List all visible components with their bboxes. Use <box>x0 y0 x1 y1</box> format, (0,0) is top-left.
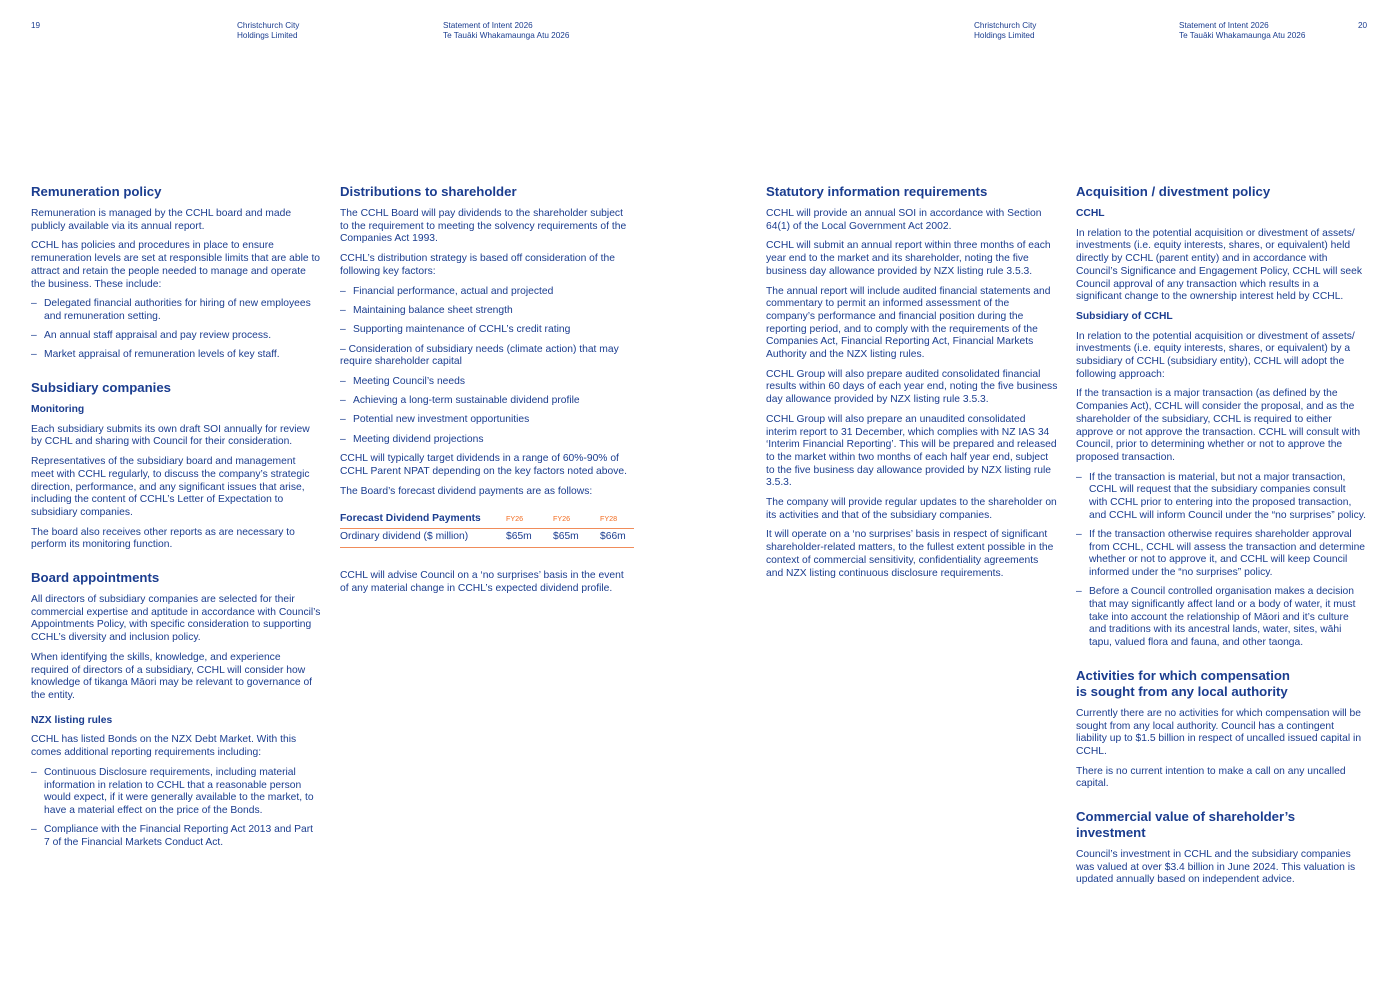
org-line-1: Christchurch City <box>974 21 1037 30</box>
heading-line-2: is sought from any local authority <box>1076 683 1288 699</box>
list-item: – If the transaction otherwise requires shareholder approval from CCHL, CCHL will assess the transaction and determine whether or not to approve it, and CCHL will keep Council informed under the “no surprises” policy. <box>1076 529 1366 580</box>
factors-list <box>340 286 630 337</box>
paragraph: CCHL’s distribution strategy is based off consideration of the following key factors: <box>340 253 615 277</box>
paragraph: There is no current intention to make a call on any uncalled capital. <box>1076 765 1346 790</box>
list-item: – An annual staff appraisal and pay review process. <box>31 330 321 343</box>
table-cell: $65m <box>553 529 600 548</box>
doc-line-1: Statement of Intent 2026 <box>443 21 533 30</box>
dividend-forecast-table <box>340 510 634 547</box>
row-label: Ordinary dividend ($ million) <box>340 529 506 548</box>
paragraph: Remuneration is managed by the CCHL board and made publicly available via its annual report. <box>31 208 292 232</box>
activities-heading <box>1076 668 1366 700</box>
list-item: – Delegated financial authorities for hiring of new employees and remuneration setting. <box>31 298 321 323</box>
doc-line-2: Te Tauāki Whakamaunga Atu 2026 <box>1179 31 1306 40</box>
paragraph: CCHL will typically target dividends in a range of 60%-90% of CCHL Parent NPAT depending on the key factors noted above. <box>340 453 627 478</box>
right-header-doc <box>1179 21 1305 41</box>
left-header-org <box>237 21 299 41</box>
paragraph: CCHL has listed Bonds on the NZX Debt Market. With this comes additional reporting requirements including: <box>31 734 297 759</box>
paragraph: In relation to the potential acquisition or divestment of assets/ investments (i.e. equity interests, shares, or equivalent) by a subsidiary of CCHL (subsidiary entity), CCHL will adopt the following approach: <box>1076 330 1355 380</box>
remuneration-list <box>31 298 321 362</box>
table-cell: $65m <box>506 529 553 548</box>
list-item: – Market appraisal of remuneration levels of key staff. <box>31 349 321 362</box>
paragraph: The board also receives other reports as are necessary to perform its monitoring function. <box>31 526 295 551</box>
factors-list-continued <box>340 376 630 446</box>
column-2 <box>340 184 630 602</box>
right-page-number: 20 <box>1358 21 1368 30</box>
list-item: – Maintaining balance sheet strength <box>340 305 630 318</box>
commercial-section <box>1076 809 1366 887</box>
org-line-1: Christchurch City <box>237 21 300 30</box>
monitoring-subheading: Monitoring <box>31 404 85 416</box>
approach-list <box>1076 472 1366 650</box>
commercial-heading: Commercial value of shareholder’s investment <box>1076 809 1296 841</box>
list-item: – Potential new investment opportunities <box>340 414 630 427</box>
doc-line-1: Statement of Intent 2026 <box>1179 21 1269 30</box>
distributions-heading: Distributions to shareholder <box>340 184 517 199</box>
paragraph: In relation to the potential acquisition or divestment of assets/ investments (i.e. equity interests, shares, or equivalent) held directly by CCHL (parent entity) and in accordance with Council’s Significance and Engagement Policy, CCHL will seek Council approval of any transaction which results in a significant change to the ownership interest held by CCHL. <box>1076 227 1362 303</box>
paragraph: The company will provide regular updates to the shareholder on its activities and that of the subsidiary companies. <box>766 497 1057 521</box>
year-header: FY28 <box>600 510 634 528</box>
subsidiary-heading: Subsidiary companies <box>31 380 171 396</box>
column-1 <box>31 184 321 857</box>
table-row <box>340 529 634 548</box>
list-item: – Meeting Council’s needs <box>340 376 630 389</box>
remuneration-heading: Remuneration policy <box>31 184 162 199</box>
nzx-list <box>31 767 321 850</box>
left-page-number: 19 <box>31 21 41 30</box>
paragraph: The Board’s forecast dividend payments are as follows: <box>340 485 593 497</box>
org-line-2: Holdings Limited <box>237 31 298 40</box>
year-header: FY26 <box>506 510 553 528</box>
table-header-row <box>340 510 634 528</box>
board-heading: Board appointments <box>31 570 160 586</box>
paragraph: When identifying the skills, knowledge, and experience required of directors of a subsidiary, CCHL will consider how knowledge of tikanga Māori may be relevant to governance of the entity. <box>31 651 313 701</box>
acquisition-heading: Acquisition / divestment policy <box>1076 184 1271 199</box>
paragraph: All directors of subsidiary companies are selected for their commercial expertise and aptitude in accordance with Council’s Appointments Policy, with specific consideration to supporting CCHL’s diversity and inclusion policy. <box>31 594 321 644</box>
paragraph: It will operate on a ‘no surprises’ basis in respect of significant shareholder-related matters, to the fullest extent possible in the context of commercial sensitivity, confidentiality agreements and NZX listing continuous disclosure requirements. <box>766 529 1054 579</box>
statutory-heading: Statutory information requirements <box>766 184 988 199</box>
paragraph: Currently there are no activities for which compensation will be sought from any local authority. Council has a contingent liability up to $1.5 billion in respect of uncalled issued capital in CCHL. <box>1076 707 1362 757</box>
nzx-subheading: NZX listing rules <box>31 714 113 726</box>
table-header: Forecast Dividend Payments <box>340 510 506 528</box>
column-3 <box>766 184 1058 587</box>
paragraph: CCHL will submit an annual report within three months of each year end to the market and its shareholder, noting the five business day allowance provided by NZX listing rule 3.5.3. <box>766 240 1051 277</box>
doc-line-2: Te Tauāki Whakamaunga Atu 2026 <box>443 31 570 40</box>
remuneration-section <box>31 184 321 362</box>
paragraph: The CCHL Board will pay dividends to the shareholder subject to the requirement to meeting the solvency requirements of the Companies Act 1993. <box>340 208 627 245</box>
year-header: FY26 <box>553 510 600 528</box>
paragraph: Representatives of the subsidiary board and management meet with CCHL regularly, to discuss the company’s strategic direction, performance, and any significant issues that arise, including the content of CCHL’s Letter of Expectation to subsidiary companies. <box>31 456 310 518</box>
board-section <box>31 570 321 703</box>
list-item: – Meeting dividend projections <box>340 434 630 447</box>
list-item: – Compliance with the Financial Reporting Act 2013 and Part 7 of the Financial Markets Conduct Act. <box>31 824 321 849</box>
list-item: – Before a Council controlled organisation makes a decision that may significantly affect land or a body of water, it must take into account the relationship of Māori and it’s culture and traditions with its ancestral lands, water, sites, wāhi tapu, valued flora and fauna, and other taonga. <box>1076 586 1366 650</box>
right-header-org <box>974 21 1036 41</box>
acquisition-section <box>1076 184 1366 650</box>
paragraph: CCHL will provide an annual SOI in accordance with Section 64(1) of the Local Government Act 2002. <box>766 208 1042 232</box>
heading-line-1: Activities for which compensation <box>1076 667 1290 683</box>
list-item: – Achieving a long-term sustainable dividend profile <box>340 395 630 408</box>
cchl-subheading: CCHL <box>1076 208 1105 219</box>
paragraph: CCHL Group will also prepare audited consolidated financial results within 60 days of each year end, noting the five business day allowance provided by NZX listing rule 3.5.3. <box>766 368 1058 406</box>
paragraph: The annual report will include audited financial statements and commentary to permit an informed assessment of the company’s performance and financial position during the reporting period, and to comply with the requirements of the Companies Act, Financial Reporting Act, Financial Markets Authority and the NZX listing rules. <box>766 285 1051 361</box>
paragraph: If the transaction is a major transaction (as defined by the Companies Act), CCHL will consider the proposal, and as the shareholder of the subsidiary, CCHL is required to either approve or not approve the transaction. CCHL will consult with Council, prior to determining whether or not to approve the proposed transaction. <box>1076 388 1361 463</box>
column-4 <box>1076 184 1366 894</box>
list-item: – Continuous Disclosure requirements, including material information in relation to CCHL that a reasonable person would expect, if it were generally available to the market, to have a material effect on the price of the Bonds. <box>31 767 321 818</box>
paragraph: Each subsidiary submits its own draft SOI annually for review by CCHL and sharing with Council for their consideration. <box>31 423 310 448</box>
paragraph: Council’s investment in CCHL and the subsidiary companies was valued at over $3.4 billion in June 2024. This valuation is updated annually based on independent advice. <box>1076 849 1356 886</box>
paragraph: CCHL Group will also prepare an unaudited consolidated interim report to 31 December, which complies with NZ IAS 34 ‘Interim Financial Reporting’. This will be prepared and released to the market within two months of each half year end, subject to the five business day allowance provided by NZX listing rule 3.5.3. <box>766 413 1057 489</box>
list-item: – If the transaction is material, but not a major transaction, CCHL will request that the subsidiary companies consult with CCHL prior to entering into the proposed transaction, and CCHL will inform Council under the “no surprises” policy. <box>1076 472 1366 523</box>
activities-section <box>1076 668 1366 791</box>
left-header-doc <box>443 21 569 41</box>
subsidiary-subheading: Subsidiary of CCHL <box>1076 310 1173 322</box>
org-line-2: Holdings Limited <box>974 31 1035 40</box>
paragraph: CCHL has policies and procedures in place to ensure remuneration levels are set at responsible limits that are able to attract and retain the people needed to manage and operate the business. These include: <box>31 240 321 290</box>
nzx-section <box>31 715 321 850</box>
table-cell: $66m <box>600 529 634 548</box>
paragraph: CCHL will advise Council on a ‘no surprises’ basis in the event of any material change in CCHL’s expected dividend profile. <box>340 569 624 594</box>
list-item: – Supporting maintenance of CCHL’s credit rating <box>340 324 630 337</box>
subsidiary-section <box>31 380 321 552</box>
paragraph: – Consideration of subsidiary needs (climate action) that may require shareholder capital <box>340 343 619 368</box>
list-item: – Financial performance, actual and projected <box>340 286 630 299</box>
